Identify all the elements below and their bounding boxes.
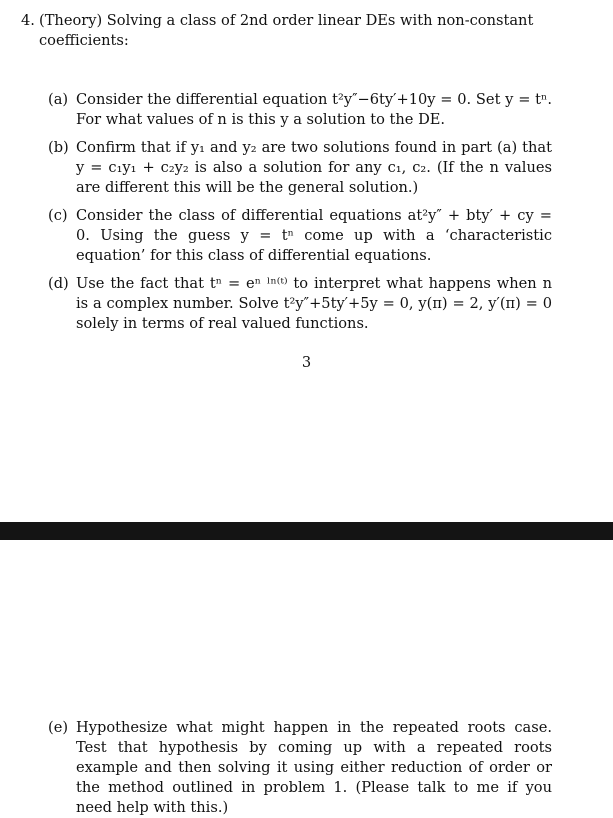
part-b	[48, 138, 552, 198]
problem-number: 4.	[21, 12, 35, 29]
part-text: Hypothesize what might happen in the repeated roots case. Test that hypothesis by coming up with a repeated roots example and then solving it using either reduction of order or the method outlined in problem 1. (Please talk to me if you need help with this.)	[76, 719, 552, 816]
part-label: (a)	[48, 91, 69, 108]
part-label: (d)	[48, 275, 69, 292]
part-text: Consider the class of differential equations at²y″ + bty′ + cy = 0. Using the guess y = tⁿ come up with a ‘characteristic equation’ for this class of differential equations.	[76, 207, 552, 264]
part-label: (c)	[48, 207, 68, 224]
part-label: (b)	[48, 139, 69, 156]
part-label: (e)	[48, 719, 69, 736]
part-text: Use the fact that tⁿ = eⁿ ˡⁿ⁽ᵗ⁾ to interpret what happens when n is a complex number. Solve t²y″+5ty′+5y = 0, y(π) = 2, y′(π) = 0 solely in terms of real valued functions.	[76, 275, 552, 332]
part-a	[48, 90, 552, 130]
page-bottom	[0, 540, 613, 816]
part-c	[48, 206, 552, 266]
problem-title: (Theory) Solving a class of 2nd order linear DEs with non-constant coefficients:	[39, 12, 534, 49]
page-separator	[0, 522, 613, 540]
problem-heading	[21, 11, 561, 51]
part-e	[48, 718, 552, 818]
part-d	[48, 274, 552, 334]
part-text: Consider the differential equation t²y″−6ty′+10y = 0. Set y = tⁿ. For what values of n is this y a solution to the DE.	[76, 91, 552, 128]
part-text: Confirm that if y₁ and y₂ are two solutions found in part (a) that y = c₁y₁ + c₂y₂ is also a solution for any c₁, c₂. (If the n values are different this will be the general solution.)	[76, 139, 552, 196]
page-number: 3	[301, 354, 312, 371]
